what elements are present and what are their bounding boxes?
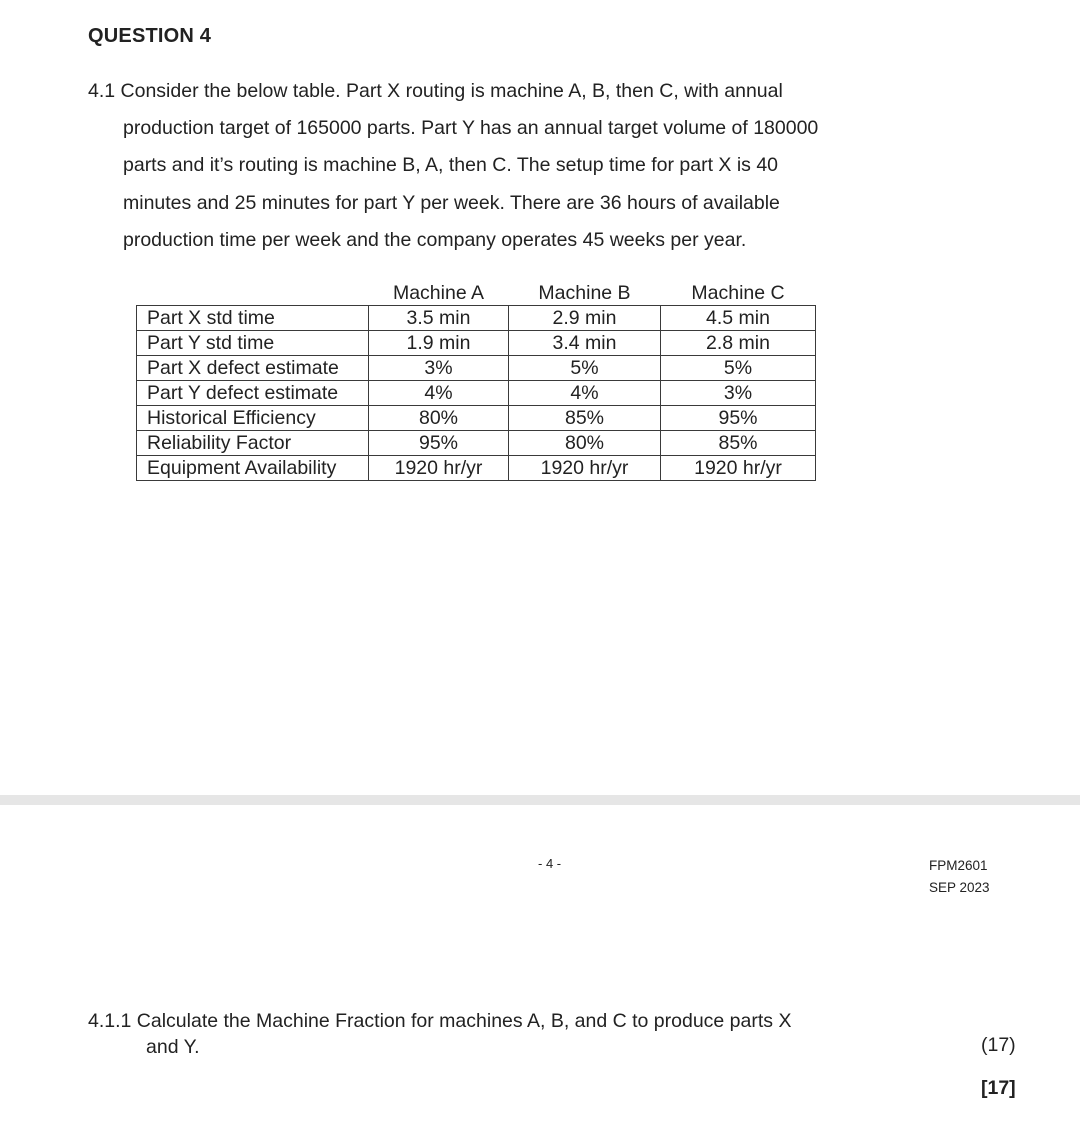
- table-cell: 5%: [661, 356, 816, 381]
- table-cell: 85%: [661, 431, 816, 456]
- table-cell: 85%: [509, 406, 661, 431]
- subquestion-marks: (17): [981, 1034, 1016, 1056]
- table-cell: 5%: [509, 356, 661, 381]
- table-cell: 80%: [509, 431, 661, 456]
- question-heading: QUESTION 4: [88, 25, 212, 47]
- table-header-row: [137, 281, 816, 306]
- table-row: [137, 331, 816, 356]
- table-row: [137, 306, 816, 331]
- table-cell: 95%: [661, 406, 816, 431]
- table-header-cell: [137, 281, 369, 306]
- table-header-cell: Machine C: [691, 282, 785, 304]
- paragraph-line: minutes and 25 minutes for part Y per week. There are 36 hours of available: [123, 191, 780, 214]
- paragraph-line: parts and it’s routing is machine B, A, then C. The setup time for part X is 40: [123, 154, 779, 177]
- row-label: Part Y std time: [137, 331, 369, 356]
- page-number: - 4 -: [538, 856, 562, 871]
- table-cell: 4%: [509, 381, 661, 406]
- table-cell: 3%: [661, 381, 816, 406]
- table-row: [137, 356, 816, 381]
- machine-data-table: [136, 281, 816, 481]
- paragraph-line: 4.1 Consider the below table. Part X routing is machine A, B, then C, with annual: [88, 80, 783, 102]
- table-cell: 2.8 min: [661, 331, 816, 356]
- table-header-cell: Machine A: [392, 282, 485, 304]
- page-separator: [0, 795, 1080, 805]
- table-cell: 1920 hr/yr: [661, 456, 816, 481]
- paragraph-line: production target of 165000 parts. Part Y has an annual target volume of 180000: [123, 117, 819, 140]
- table-cell: 3.4 min: [509, 331, 661, 356]
- row-label: Part X defect estimate: [137, 356, 369, 381]
- table-row: [137, 406, 816, 431]
- table-header-cell: Machine B: [538, 282, 631, 304]
- subquestion-line: 4.1.1 Calculate the Machine Fraction for machines A, B, and C to produce parts X: [88, 1010, 792, 1032]
- table-cell: 80%: [369, 406, 509, 431]
- question-total-marks: [17]: [981, 1077, 1016, 1099]
- table-cell: 4.5 min: [661, 306, 816, 331]
- exam-session: SEP 2023: [929, 880, 990, 895]
- table-cell: 1920 hr/yr: [369, 456, 509, 481]
- paragraph-line: production time per week and the company operates 45 weeks per year.: [123, 228, 747, 251]
- subquestion-line: and Y.: [146, 1036, 200, 1058]
- table-cell: 4%: [369, 381, 509, 406]
- row-label: Part X std time: [137, 306, 369, 331]
- table-cell: 3.5 min: [369, 306, 509, 331]
- table-cell: 3%: [369, 356, 509, 381]
- table-cell: 2.9 min: [509, 306, 661, 331]
- course-info: [929, 855, 990, 899]
- table-cell: 95%: [369, 431, 509, 456]
- table-row: [137, 456, 816, 481]
- table-cell: 1920 hr/yr: [509, 456, 661, 481]
- subquestion-text: [88, 1008, 888, 1060]
- row-label: Historical Efficiency: [137, 406, 369, 431]
- table-row: [137, 381, 816, 406]
- row-label: Part Y defect estimate: [137, 381, 369, 406]
- table-cell: 1.9 min: [369, 331, 509, 356]
- row-label: Equipment Availability: [137, 456, 369, 481]
- question-paragraph: [88, 73, 948, 259]
- course-code: FPM2601: [929, 858, 988, 873]
- table-row: [137, 431, 816, 456]
- row-label: Reliability Factor: [137, 431, 369, 456]
